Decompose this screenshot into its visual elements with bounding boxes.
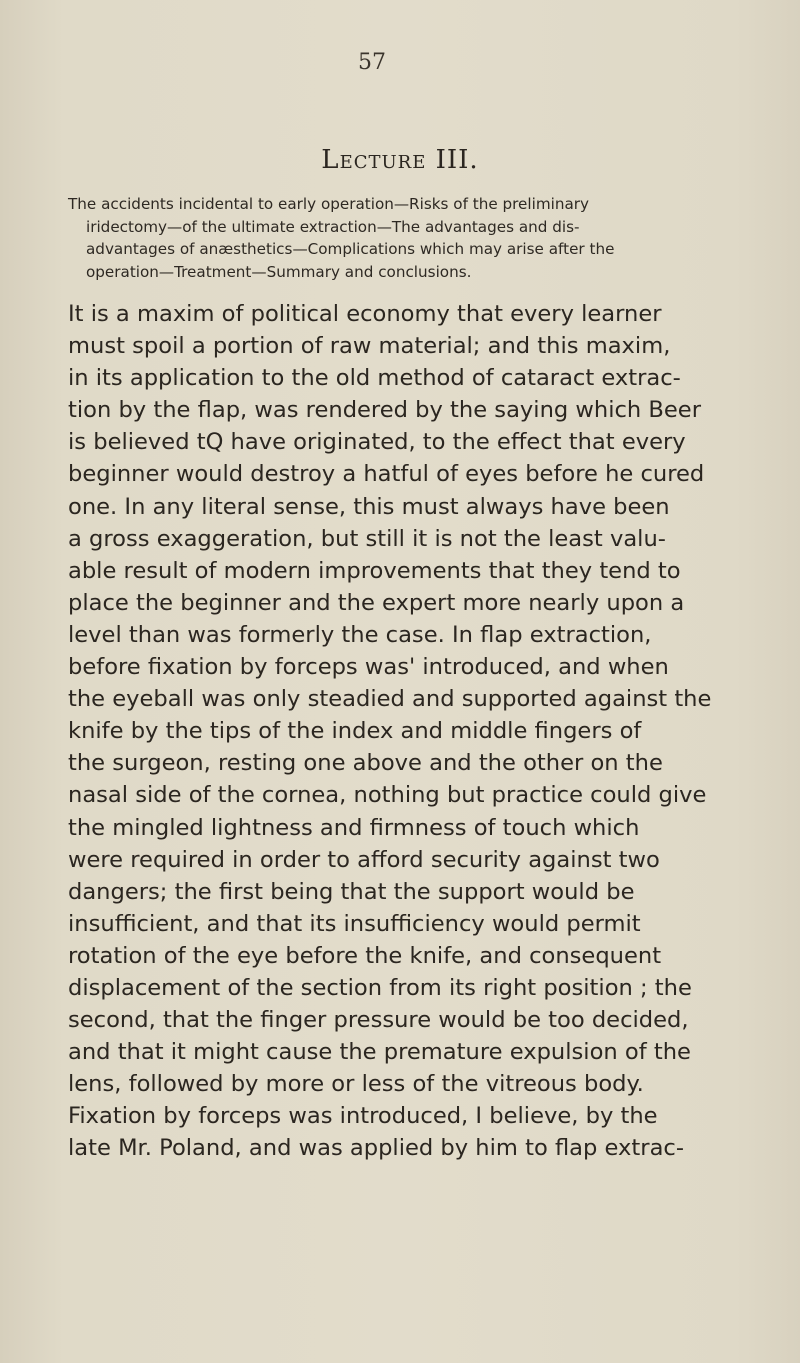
body-line: a gross exaggeration, but still it is not the least valu- <box>68 525 666 552</box>
body-line: in its application to the old method of cataract extrac- <box>68 365 681 392</box>
body-line: able result of modern improvements that they tend to <box>68 557 681 584</box>
body-line: rotation of the eye before the knife, and consequent <box>68 942 662 969</box>
body-line: the eyeball was only steadied and supported against the <box>68 686 712 713</box>
body-paragraph <box>68 298 736 1165</box>
body-line: before fixation by forceps was' introduced, and when <box>68 654 669 681</box>
page-number: 57 <box>358 50 386 75</box>
body-line: Fixation by forceps was introduced, I believe, by the <box>68 1103 658 1130</box>
body-line: knife by the tips of the index and middle fingers of <box>68 718 642 745</box>
body-line: displacement of the section from its right position ; the <box>68 974 692 1001</box>
body-line: lens, followed by more or less of the vitreous body. <box>68 1071 644 1098</box>
chapter-synopsis <box>68 193 732 283</box>
body-line: beginner would destroy a hatful of eyes before he cured <box>68 461 705 488</box>
synopsis-line: iridectomy—of the ultimate extraction—The advantages and dis- <box>86 217 580 236</box>
body-line: tion by the flap, was rendered by the saying which Beer <box>68 397 701 424</box>
body-line: second, that the finger pressure would be too decided, <box>68 1007 689 1034</box>
lecture-title: Lecture III. <box>321 145 479 175</box>
synopsis-line: operation—Treatment—Summary and conclusions. <box>86 262 472 281</box>
synopsis-line: The accidents incidental to early operation—Risks of the preliminary <box>68 195 590 213</box>
body-line: nasal side of the cornea, nothing but practice could give <box>68 782 707 809</box>
body-line: were required in order to afford security against two <box>68 846 660 873</box>
body-line: and that it might cause the premature expulsion of the <box>68 1039 691 1066</box>
body-line: the mingled lightness and firmness of touch which <box>68 814 640 841</box>
body-line: is believed tQ have originated, to the effect that every <box>68 429 686 456</box>
body-line: the surgeon, resting one above and the other on the <box>68 750 663 777</box>
body-line: It is a maxim of political economy that every learner <box>68 301 662 327</box>
body-line: place the beginner and the expert more nearly upon a <box>68 589 685 616</box>
body-line: late Mr. Poland, and was applied by him to flap extrac- <box>68 1135 684 1162</box>
body-line: insufficient, and that its insufficiency would permit <box>68 910 641 937</box>
body-line: must spoil a portion of raw material; and this maxim, <box>68 333 671 360</box>
body-line: one. In any literal sense, this must always have been <box>68 493 670 520</box>
body-line: dangers; the first being that the support would be <box>68 878 635 905</box>
synopsis-line: advantages of anæsthetics—Complications which may arise after the <box>86 240 615 258</box>
body-line: level than was formerly the case. In flap extraction, <box>68 621 652 648</box>
